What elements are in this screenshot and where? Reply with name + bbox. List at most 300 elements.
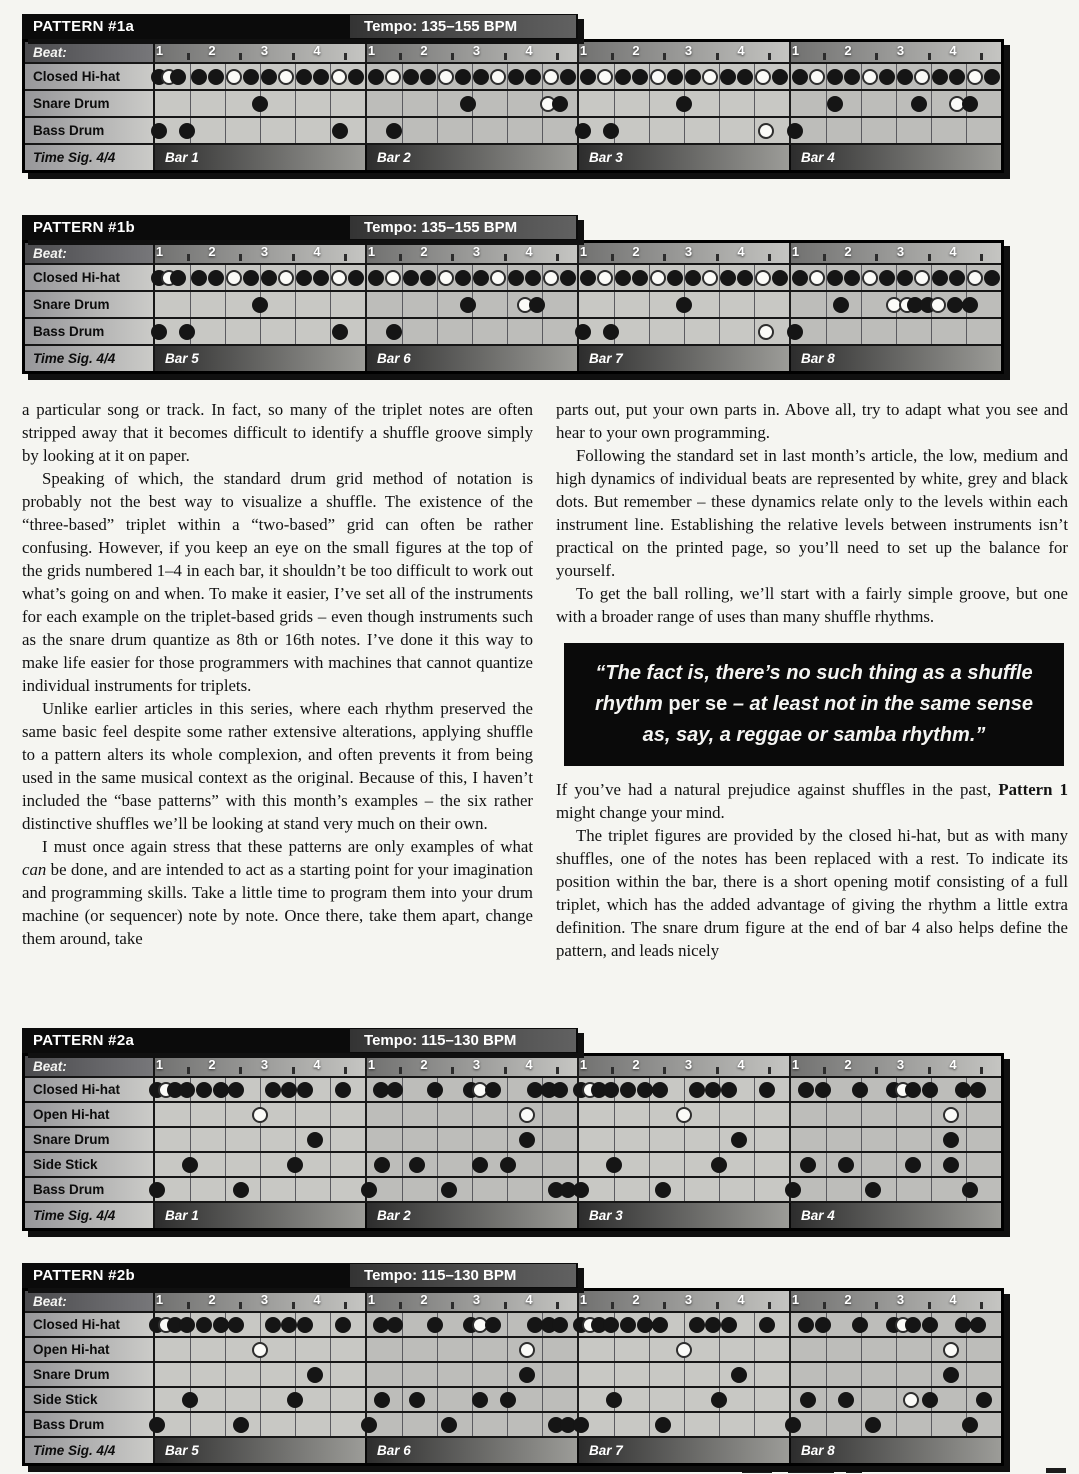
grid-cell-line	[507, 1313, 508, 1336]
grid-cell-line	[542, 1388, 543, 1411]
note-dot	[903, 1392, 919, 1408]
instrument-bar	[155, 91, 365, 116]
beat-bar	[155, 42, 365, 62]
note-dot	[862, 270, 878, 286]
beat-number: 1	[367, 1057, 376, 1072]
instrument-label: Side Stick	[25, 1388, 155, 1411]
grid-cell-line	[684, 1178, 685, 1201]
note-dot	[787, 123, 803, 139]
note-dot	[720, 270, 736, 286]
note-dot	[615, 69, 631, 85]
note-dot	[278, 270, 294, 286]
note-dot	[233, 1182, 249, 1198]
beat-tick	[239, 1067, 242, 1074]
time-sig-label: Time Sig. 4/4	[25, 1438, 155, 1463]
note-dot	[368, 270, 384, 286]
instrument-bar	[365, 1128, 577, 1151]
bar-label: Bar 5	[155, 1438, 365, 1463]
note-dot	[862, 69, 878, 85]
beat-number: 4	[737, 244, 745, 259]
grid-cell-line	[330, 1128, 331, 1151]
beat-number: 2	[420, 1057, 428, 1072]
bar-label: Bar 1	[155, 1203, 365, 1228]
grid-cell-line	[190, 1128, 191, 1151]
note-dot	[179, 1082, 195, 1098]
grid-cell-line	[649, 1413, 650, 1436]
note-dot	[930, 297, 946, 313]
grid-cell-line	[826, 1413, 827, 1436]
grid-cell-line	[826, 1153, 827, 1176]
note-dot	[373, 1317, 389, 1333]
paragraph	[556, 824, 1068, 962]
grid-cell-line	[190, 1178, 191, 1201]
note-dot	[967, 69, 983, 85]
grid-cell-line	[966, 1338, 967, 1361]
beat-tick	[663, 254, 666, 261]
instrument-row	[25, 89, 1001, 116]
note-dot	[385, 270, 401, 286]
note-dot	[815, 1317, 831, 1333]
beat-number: 3	[684, 1057, 693, 1072]
note-dot	[759, 1317, 775, 1333]
note-dot	[348, 270, 364, 286]
note-dot	[460, 297, 476, 313]
text-segment: Unlike earlier articles in this series, where each rhythm preserved the same basic feel despite some rather extensive alterations, applying shuffle to a pattern alters its whole complexion, and often prevents it from being used in the same musical context as the original. Because of this, I haven’t included the “base patterns” with this month’s examples – the six rather distinctive shuffles we’ll be looking at stand very much on their own.	[22, 699, 533, 833]
beat-number: 2	[632, 1057, 640, 1072]
beat-number: 3	[684, 43, 693, 58]
grid-cell-line	[402, 1128, 403, 1151]
bar-label-bands	[155, 1203, 1001, 1228]
grid-cell-line	[861, 1388, 862, 1411]
text-segment: be done, and are intended to act as a starting point for your imagination and programming skills. Take a little time to program them into your drum machine (or sequencer) note by note. Once there, take them apart, change them around, take	[22, 860, 533, 948]
paragraph	[556, 778, 1068, 824]
beat-bar	[365, 243, 577, 263]
grid-cell-line	[684, 1413, 685, 1436]
note-dot	[606, 1157, 622, 1173]
text-segment: a particular song or track. In fact, so many of the triplet notes are often stripped away that it becomes difficult to identify a shuffle groove simply by looking at it on paper.	[22, 400, 533, 465]
note-dot	[721, 1317, 737, 1333]
note-dot	[519, 1132, 535, 1148]
note-dot	[529, 297, 545, 313]
instrument-label: Closed Hi-hat	[25, 1313, 155, 1336]
instrument-bar	[789, 1128, 1001, 1151]
bar-label-bands	[155, 1438, 1001, 1463]
beat-tick	[875, 1067, 878, 1074]
paragraph	[22, 697, 533, 835]
grid-cell-line	[896, 1388, 897, 1411]
instrument-bars	[155, 1128, 1001, 1151]
beat-tick	[451, 1067, 454, 1074]
grid-cell-line	[649, 1178, 650, 1201]
grid-cell-line	[754, 1388, 755, 1411]
note-dot	[676, 1107, 692, 1123]
note-dot	[580, 270, 596, 286]
beat-tick	[875, 254, 878, 261]
note-dot	[252, 1342, 268, 1358]
instrument-row	[25, 1126, 1001, 1151]
note-dot	[689, 1082, 705, 1098]
instrument-bar	[365, 319, 577, 344]
note-dot	[151, 123, 167, 139]
beat-number: 2	[208, 244, 216, 259]
instrument-bar	[789, 1413, 1001, 1436]
note-dot	[420, 69, 436, 85]
paragraph	[556, 582, 1068, 628]
grid-cell-line	[861, 1128, 862, 1151]
instrument-bar	[577, 1413, 789, 1436]
body-column-left	[22, 398, 533, 950]
beat-number: 2	[844, 1057, 852, 1072]
note-dot	[905, 1317, 921, 1333]
grid-cell-line	[614, 91, 615, 116]
note-dot	[955, 1082, 971, 1098]
instrument-label: Bass Drum	[25, 1413, 155, 1436]
note-dot	[149, 1417, 165, 1433]
text-segment: might change your mind.	[556, 803, 725, 822]
grid-cell-line	[330, 91, 331, 116]
grid-cell-line	[931, 1128, 932, 1151]
beat-tick	[716, 1302, 719, 1309]
grid-cell-line	[614, 1363, 615, 1386]
beat-number: 4	[525, 1292, 533, 1307]
grid-cell-line	[754, 1178, 755, 1201]
grid-cell-line	[330, 1078, 331, 1101]
note-dot	[800, 1392, 816, 1408]
note-dot	[970, 1317, 986, 1333]
note-dot	[815, 1082, 831, 1098]
grid-cell-line	[754, 1103, 755, 1126]
instrument-bars	[155, 1153, 1001, 1176]
grid-cell-line	[754, 292, 755, 317]
note-dot	[332, 123, 348, 139]
grid-cell-line	[861, 1413, 862, 1436]
beat-number: 3	[896, 1292, 905, 1307]
grid-cell-line	[684, 319, 685, 344]
note-dot	[438, 270, 454, 286]
grid-cell-line	[190, 1413, 191, 1436]
grid-cell-line	[861, 292, 862, 317]
grid-cell-line	[614, 292, 615, 317]
instrument-bar	[789, 319, 1001, 344]
note-dot	[403, 270, 419, 286]
note-dot	[149, 1182, 165, 1198]
pattern-2b-title: PATTERN #2b	[33, 1267, 135, 1284]
beat-tick	[399, 53, 402, 60]
grid-cell-line	[614, 1103, 615, 1126]
note-dot	[368, 69, 384, 85]
beat-bar	[155, 1291, 365, 1311]
grid-cell-line	[437, 1153, 438, 1176]
grid-cell-line	[826, 1128, 827, 1151]
grid-cell-line	[896, 319, 897, 344]
beat-number: 4	[525, 43, 533, 58]
beat-row-bars	[155, 1291, 1001, 1311]
note-dot	[265, 1317, 281, 1333]
beat-row	[25, 1056, 1001, 1076]
note-dot	[637, 1317, 653, 1333]
grid-cell-line	[966, 1128, 967, 1151]
grid-cell-line	[437, 1388, 438, 1411]
grid-cell-line	[190, 292, 191, 317]
grid-cell-line	[649, 1128, 650, 1151]
grid-cell-line	[260, 319, 261, 344]
grid-cell-line	[649, 1388, 650, 1411]
note-dot	[967, 270, 983, 286]
grid-cell-line	[260, 1128, 261, 1151]
pattern-1a-table	[22, 39, 1004, 173]
bar-label: Bar 4	[789, 1203, 1001, 1228]
instrument-bar	[577, 1103, 789, 1126]
grid-cell-line	[719, 292, 720, 317]
pattern-1a-title: PATTERN #1a	[33, 18, 135, 35]
note-dot	[243, 69, 259, 85]
pattern-2a-grid	[22, 1028, 1004, 1231]
beat-row-bars	[155, 1056, 1001, 1076]
footer-clipped-text	[846, 1468, 862, 1473]
beat-tick	[451, 1302, 454, 1309]
beat-tick	[716, 254, 719, 261]
bar-label: Bar 8	[789, 1438, 1001, 1463]
note-dot	[772, 69, 788, 85]
beat-tick	[928, 254, 931, 261]
instrument-bar	[155, 1388, 365, 1411]
note-dot	[827, 69, 843, 85]
grid-cell-line	[437, 1338, 438, 1361]
beat-bar	[577, 1056, 789, 1076]
beat-bar	[789, 1056, 1001, 1076]
grid-cell-line	[826, 292, 827, 317]
beat-tick	[239, 254, 242, 261]
grid-cell-line	[931, 1363, 932, 1386]
instrument-bar	[577, 118, 789, 143]
instrument-row	[25, 1411, 1001, 1436]
text-segment: I must once again stress that these patterns are only examples of what	[42, 837, 533, 856]
grid-cell-line	[896, 1128, 897, 1151]
instrument-bar	[155, 265, 365, 290]
note-dot	[798, 1317, 814, 1333]
instrument-bars	[155, 265, 1001, 290]
grid-cell-line	[754, 91, 755, 116]
instrument-row	[25, 1311, 1001, 1336]
beat-tick	[611, 254, 614, 261]
note-dot	[287, 1157, 303, 1173]
time-sig-label: Time Sig. 4/4	[25, 346, 155, 371]
note-dot	[976, 1392, 992, 1408]
beat-number: 1	[367, 1292, 376, 1307]
beat-tick	[399, 254, 402, 261]
text-segment: can	[22, 860, 47, 879]
instrument-bar	[789, 292, 1001, 317]
beat-number: 1	[791, 43, 800, 58]
note-dot	[519, 1367, 535, 1383]
note-dot	[525, 270, 541, 286]
note-dot	[955, 1317, 971, 1333]
grid-cell-line	[754, 1413, 755, 1436]
note-dot	[335, 1317, 351, 1333]
beat-number: 1	[155, 43, 164, 58]
grid-cell-line	[966, 1363, 967, 1386]
note-dot	[552, 1317, 568, 1333]
pattern-2b-table	[22, 1288, 1004, 1466]
pattern-2a-title: PATTERN #2a	[33, 1032, 135, 1049]
instrument-bars	[155, 1178, 1001, 1201]
beat-tick	[611, 1302, 614, 1309]
note-dot	[603, 1317, 619, 1333]
beat-tick	[344, 1302, 347, 1309]
pattern-1b-grid	[22, 215, 1004, 374]
note-dot	[711, 1157, 727, 1173]
beat-number: 3	[684, 1292, 693, 1307]
grid-cell-line	[437, 319, 438, 344]
note-dot	[261, 69, 277, 85]
grid-cell-line	[542, 1103, 543, 1126]
instrument-label: Closed Hi-hat	[25, 64, 155, 89]
beat-number: 4	[313, 1057, 321, 1072]
instrument-bar	[365, 1178, 577, 1201]
grid-cell-line	[225, 1103, 226, 1126]
grid-cell-line	[437, 1128, 438, 1151]
instrument-bar	[155, 1178, 365, 1201]
bar-label: Bar 2	[365, 145, 577, 170]
grid-cell-line	[542, 1153, 543, 1176]
note-dot	[897, 270, 913, 286]
body-column-right	[556, 398, 1068, 962]
bar-label-bands	[155, 145, 1001, 170]
instrument-bar	[789, 64, 1001, 89]
beat-tick	[504, 1302, 507, 1309]
note-dot	[552, 96, 568, 112]
grid-cell-line	[649, 292, 650, 317]
beat-number: 1	[367, 43, 376, 58]
grid-cell-line	[826, 1363, 827, 1386]
beat-tick	[399, 1067, 402, 1074]
beat-tick	[451, 53, 454, 60]
note-dot	[226, 69, 242, 85]
beat-tick	[556, 53, 559, 60]
instrument-bar	[155, 1153, 365, 1176]
grid-cell-line	[225, 319, 226, 344]
note-dot	[731, 1132, 747, 1148]
grid-cell-line	[225, 1363, 226, 1386]
note-dot	[500, 1157, 516, 1173]
instrument-bars	[155, 118, 1001, 143]
beat-tick	[823, 1302, 826, 1309]
note-dot	[949, 69, 965, 85]
instrument-bar	[365, 64, 577, 89]
note-dot	[676, 96, 692, 112]
instrument-bar	[577, 1078, 789, 1101]
note-dot	[296, 270, 312, 286]
grid-cell-line	[225, 292, 226, 317]
note-dot	[865, 1417, 881, 1433]
footer-clipped-text	[742, 1468, 772, 1473]
grid-cell-line	[225, 91, 226, 116]
grid-cell-line	[507, 1413, 508, 1436]
grid-cell-line	[649, 1363, 650, 1386]
note-dot	[552, 1082, 568, 1098]
grid-cell-line	[754, 1128, 755, 1151]
note-dot	[386, 123, 402, 139]
beat-tick	[187, 1067, 190, 1074]
instrument-row	[25, 1101, 1001, 1126]
note-dot	[603, 1082, 619, 1098]
beat-row-label: Beat:	[25, 1291, 155, 1311]
note-dot	[473, 69, 489, 85]
note-dot	[213, 1082, 229, 1098]
instrument-label: Snare Drum	[25, 1363, 155, 1386]
grid-cell-line	[507, 1178, 508, 1201]
note-dot	[331, 270, 347, 286]
grid-cell-line	[719, 118, 720, 143]
beat-number: 4	[737, 43, 745, 58]
note-dot	[485, 1317, 501, 1333]
instrument-label: Bass Drum	[25, 1178, 155, 1201]
grid-cell-line	[931, 1103, 932, 1126]
note-dot	[560, 69, 576, 85]
note-dot	[731, 1367, 747, 1383]
grid-cell-line	[190, 1338, 191, 1361]
grid-cell-line	[684, 1313, 685, 1336]
note-dot	[441, 1182, 457, 1198]
note-dot	[297, 1317, 313, 1333]
note-dot	[265, 1082, 281, 1098]
beat-tick	[980, 254, 983, 261]
beat-tick	[928, 53, 931, 60]
beat-tick	[768, 1067, 771, 1074]
note-dot	[485, 1082, 501, 1098]
grid-cell-line	[754, 1313, 755, 1336]
grid-cell-line	[190, 1363, 191, 1386]
grid-cell-line	[861, 1363, 862, 1386]
beat-tick	[187, 53, 190, 60]
grid-cell-line	[931, 1178, 932, 1201]
grid-cell-line	[896, 91, 897, 116]
note-dot	[409, 1392, 425, 1408]
beat-number: 4	[525, 1057, 533, 1072]
note-dot	[208, 270, 224, 286]
note-dot	[307, 1132, 323, 1148]
beat-tick	[823, 53, 826, 60]
instrument-bar	[789, 1153, 1001, 1176]
note-dot	[755, 69, 771, 85]
note-dot	[179, 324, 195, 340]
grid-cell-line	[402, 91, 403, 116]
instrument-row	[25, 1076, 1001, 1101]
instrument-bars	[155, 319, 1001, 344]
time-sig-label: Time Sig. 4/4	[25, 1203, 155, 1228]
beat-number: 2	[208, 1057, 216, 1072]
note-dot	[620, 1317, 636, 1333]
note-dot	[297, 1082, 313, 1098]
beat-tick	[768, 254, 771, 261]
grid-cell-line	[260, 1153, 261, 1176]
beat-tick	[716, 1067, 719, 1074]
instrument-bars	[155, 1388, 1001, 1411]
instrument-bar	[789, 1363, 1001, 1386]
note-dot	[758, 324, 774, 340]
grid-cell-line	[542, 1413, 543, 1436]
grid-cell-line	[472, 118, 473, 143]
time-sig-row	[25, 1201, 1001, 1228]
grid-cell-line	[507, 292, 508, 317]
note-dot	[615, 270, 631, 286]
note-dot	[702, 69, 718, 85]
note-dot	[759, 1082, 775, 1098]
beat-row-label: Beat:	[25, 1056, 155, 1076]
note-dot	[597, 69, 613, 85]
grid-cell-line	[225, 1413, 226, 1436]
note-dot	[580, 69, 596, 85]
